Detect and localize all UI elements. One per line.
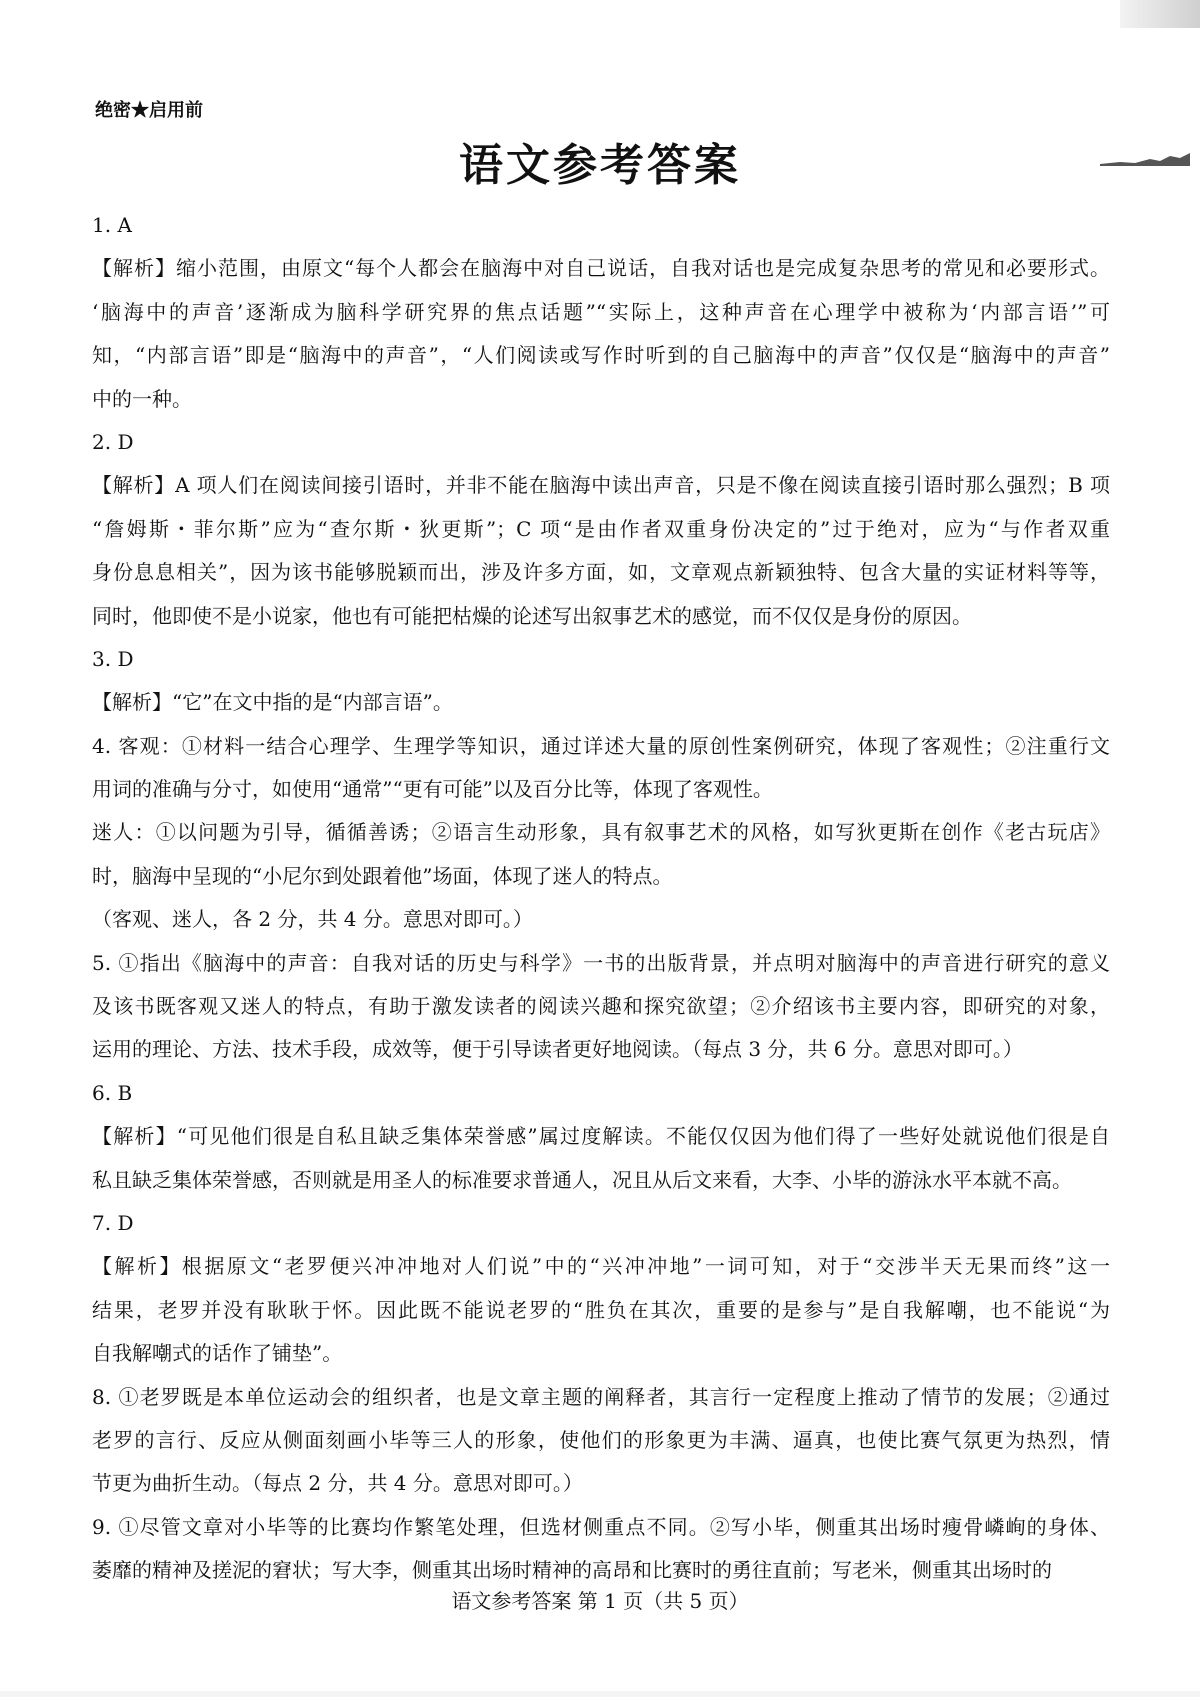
- answer-line: （客观、迷人，各 2 分，共 4 分。意思对即可。）: [92, 907, 533, 932]
- answer-line: 5. ①指出《脑海中的声音：自我对话的历史与科学》一书的出版背景，并点明对脑海中的声音进行研究的意义: [92, 950, 1110, 975]
- scan-corner-shade: [1120, 0, 1200, 28]
- answer-q5: [92, 942, 1110, 1072]
- answer-line: 【解析】“它”在文中指的是“内部言语”。: [92, 690, 453, 715]
- answer-line: 同时，他即使不是小说家，他也有可能把枯燥的论述写出叙事艺术的感觉，而不仅仅是身份的原因。: [92, 603, 972, 628]
- answer-line: 9. ①尽管文章对小毕等的比赛均作繁笔处理，但选材侧重点不同。②写小毕，侧重其出场时瘦骨嶙峋的身体、: [92, 1514, 1110, 1539]
- answer-q3: [92, 638, 1110, 725]
- answer-line: 自我解嘲式的话作了铺垫”。: [92, 1341, 343, 1366]
- answer-line: 迷人：①以问题为引导，循循善诱；②语言生动形象，具有叙事艺术的风格，如写狄更斯在创作《老古玩店》: [92, 820, 1110, 845]
- answer-line: 老罗的言行、反应从侧面刻画小毕等三人的形象，使他们的形象更为丰满、逼真，也使比赛气氛更为热烈，情: [92, 1427, 1110, 1452]
- answer-line: 萎靡的精神及搓泥的窘状；写大李，侧重其出场时精神的高昂和比赛时的勇往直前；写老米，侧重其出场时的: [92, 1558, 1052, 1583]
- answer-q2: [92, 421, 1110, 638]
- scan-bottom-edge: [0, 1691, 1200, 1697]
- answer-line: 【解析】A 项人们在阅读间接引语时，并非不能在脑海中读出声音，只是不像在阅读直接引语时那么强烈；B 项: [92, 473, 1110, 498]
- answer-line: 8. ①老罗既是本单位运动会的组织者，也是文章主题的阐释者，其言行一定程度上推动了情节的发展；②通过: [92, 1384, 1110, 1409]
- answer-line: 【解析】“可见他们很是自私且缺乏集体荣誉感”属过度解读。不能仅仅因为他们得了一些好处就说他们很是自: [92, 1124, 1110, 1149]
- answer-line: 用词的准确与分寸，如使用“通常”“更有可能”以及百分比等，体现了客观性。: [92, 777, 773, 802]
- answer-line: 【解析】缩小范围，由原文“每个人都会在脑海中对自己说话，自我对话也是完成复杂思考的常见和必要形式。: [92, 256, 1110, 281]
- answer-line: 身份息息相关”，因为该书能够脱颖而出，涉及许多方面，如，文章观点新颖独特、包含大量的实证材料等等，: [92, 560, 1110, 585]
- answer-q4: [92, 725, 1110, 942]
- page-title: 语文参考答案: [459, 140, 741, 191]
- answer-line: 运用的理论、方法、技术手段，成效等，便于引导读者更好地阅读。（每点 3 分，共 6 分。意思对即可。）: [92, 1037, 1023, 1062]
- answer-q7: [92, 1202, 1110, 1376]
- answer-line: 私且缺乏集体荣誉感，否则就是用圣人的标准要求普通人，况且从后文来看，大李、小毕的游泳水平本就不高。: [92, 1167, 1072, 1192]
- answer-line: 时，脑海中呈现的“小尼尔到处跟着他”场面，体现了迷人的特点。: [92, 863, 673, 888]
- confidential-label: 绝密★启用前: [95, 100, 203, 121]
- answer-line: 7. D: [92, 1210, 134, 1235]
- answer-line: 结果，老罗并没有耿耿于怀。因此既不能说老罗的“胜负在其次，重要的是参与”是自我解嘲，也不能说“为: [92, 1297, 1110, 1322]
- answer-line: 节更为曲折生动。（每点 2 分，共 4 分。意思对即可。）: [92, 1471, 583, 1496]
- answer-line: 1. A: [92, 213, 132, 237]
- answer-line: 【解析】根据原文“老罗便兴冲冲地对人们说”中的“兴冲冲地”一词可知，对于“交涉半天无果而终”这一: [92, 1254, 1110, 1279]
- answer-line: 2. D: [92, 429, 134, 454]
- answer-line: ‘脑海中的声音’逐渐成为脑科学研究界的焦点话题”“实际上，这种声音在心理学中被称为‘内部言语’”可: [92, 299, 1110, 324]
- answer-q6: [92, 1072, 1110, 1202]
- page-footer: 语文参考答案 第 1 页（共 5 页）: [451, 1589, 749, 1613]
- answer-line: 知，“内部言语”即是“脑海中的声音”，“人们阅读或写作时听到的自己脑海中的声音”仅仅是“脑海中的声音”: [92, 343, 1110, 368]
- answer-q9: [92, 1506, 1110, 1593]
- answer-content: [92, 204, 1110, 1593]
- answer-line: 及该书既客观又迷人的特点，有助于激发读者的阅读兴趣和探究欲望；②介绍该书主要内容，即研究的对象，: [92, 994, 1110, 1019]
- answer-line: “詹姆斯・菲尔斯”应为“查尔斯・狄更斯”；C 项“是由作者双重身份决定的”过于绝对，应为“与作者双重: [92, 516, 1110, 541]
- answer-q8: [92, 1376, 1110, 1506]
- answer-line: 4. 客观：①材料一结合心理学、生理学等知识，通过详述大量的原创性案例研究，体现了客观性；②注重行文: [92, 733, 1110, 758]
- answer-line: 中的一种。: [92, 386, 192, 411]
- answer-line: 6. B: [92, 1080, 133, 1105]
- answer-q1: [92, 204, 1110, 421]
- answer-line: 3. D: [92, 646, 134, 671]
